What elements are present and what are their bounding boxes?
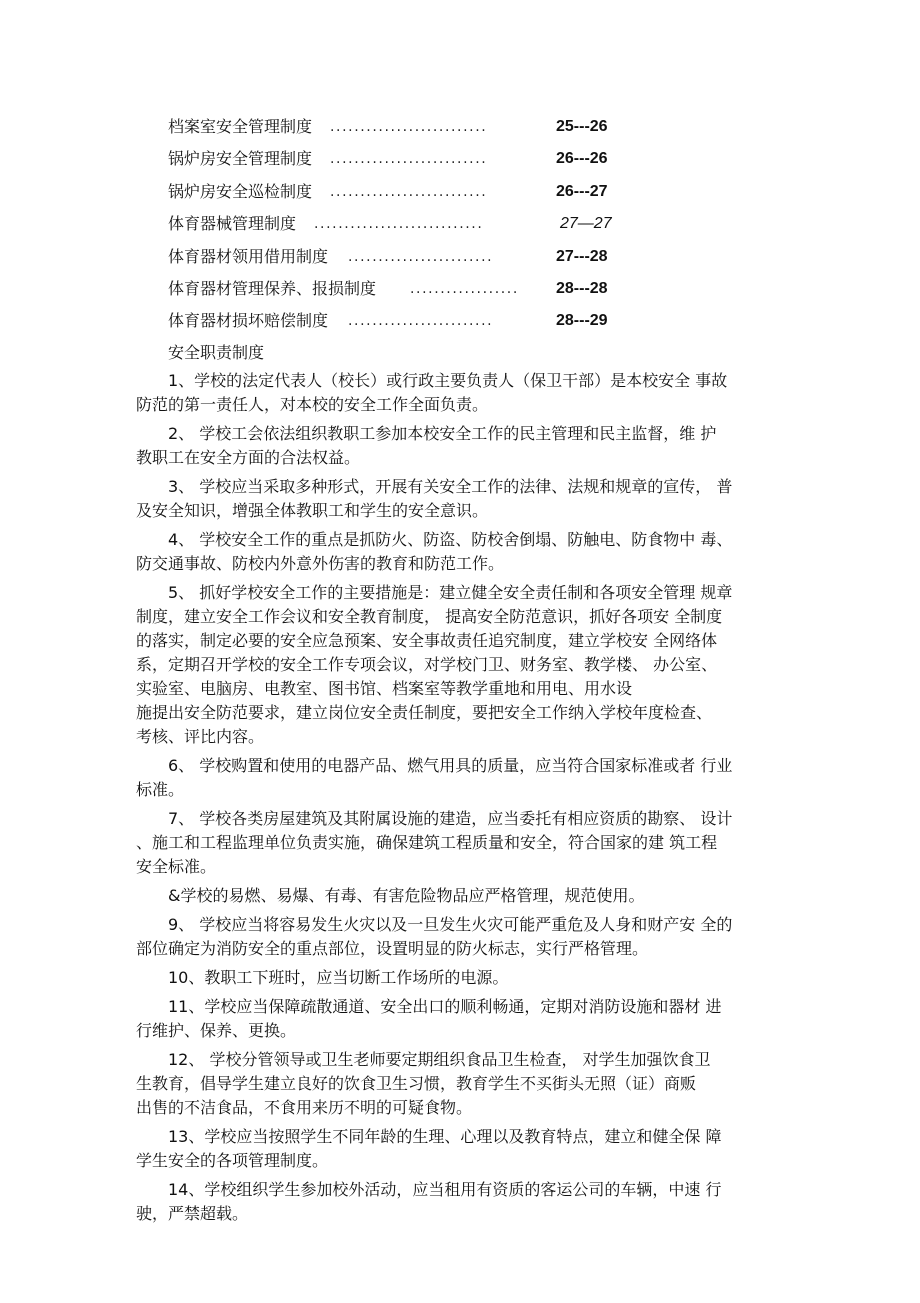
paragraph-line: 及安全知识，增强全体教职工和学生的安全意识。 [136, 501, 489, 520]
paragraph [136, 475, 786, 523]
toc-row [168, 308, 628, 340]
paragraph-line: 实验室、电脑房、电教室、图书馆、档案室等教学重地和用电、用水设 [136, 679, 633, 698]
paragraph-line: 4、 学校安全工作的重点是抓防火、防盗、防校舍倒塌、防触电、防食物中 毒、 [168, 530, 733, 549]
paragraph-line: 7、 学校各类房屋建筑及其附属设施的建造，应当委托有相应资质的勘察、 设计 [168, 809, 733, 828]
toc-page-range: 26---27 [556, 182, 608, 200]
toc-entry-title: 锅炉房安全管理制度 [168, 149, 313, 169]
paragraph-line: 部位确定为消防安全的重点部位，设置明显的防火标志，实行严格管理。 [136, 939, 649, 958]
toc-page-range: 25---26 [556, 118, 608, 135]
paragraph [136, 1178, 786, 1226]
paragraph [136, 884, 786, 908]
toc-leader-dots: ........................ [348, 248, 494, 265]
toc-page-range: 27—27 [560, 215, 612, 233]
paragraph [136, 1125, 786, 1173]
paragraph-line: 教职工在安全方面的合法权益。 [136, 448, 361, 467]
paragraph-line: 1、学校的法定代表人（校长）或行政主要负责人（保卫干部）是本校安全 事故 [168, 371, 728, 390]
paragraph-line: 9、 学校应当将容易发生火灾以及一旦发生火灾可能严重危及人身和财产安 全的 [168, 915, 733, 934]
document-body [136, 339, 786, 1231]
paragraph [136, 966, 786, 990]
toc-page-range: 26---26 [556, 150, 608, 168]
toc-row [168, 211, 628, 243]
paragraph-line: 安全标准。 [136, 857, 217, 876]
paragraph-line: 3、 学校应当采取多种形式，开展有关安全工作的法律、法规和规章的宣传， 普 [168, 477, 733, 496]
paragraph-line: 学生安全的各项管理制度。 [136, 1151, 329, 1170]
paragraph-line: 14、学校组织学生参加校外活动，应当租用有资质的客运公司的车辆，中速 行 [168, 1180, 722, 1199]
paragraph-line: 6、 学校购置和使用的电器产品、燃气用具的质量，应当符合国家标准或者 行业 [168, 756, 733, 775]
toc-entry-title: 档案室安全管理制度 [168, 117, 313, 136]
paragraph [136, 995, 786, 1043]
paragraph-line: 施提出安全防范要求，建立岗位安全责任制度，要把安全工作纳入学校年度检查、 [136, 703, 713, 722]
paragraph-line: 考核、评比内容。 [136, 727, 265, 746]
toc-row [168, 179, 628, 211]
paragraph-line: 出售的不洁食品，不食用来历不明的可疑食物。 [136, 1098, 473, 1117]
paragraph-line: 防交通事故、防校内外意外伤害的教育和防范工作。 [136, 554, 505, 573]
paragraph [136, 754, 786, 802]
toc-entry-title: 体育器械管理制度 [168, 214, 297, 234]
paragraph [136, 1048, 786, 1120]
toc-page-range: 28---29 [556, 312, 608, 330]
toc-entry-title: 体育器材管理保养、报损制度 [168, 278, 377, 298]
paragraph [136, 913, 786, 961]
toc-entry-title: 锅炉房安全巡检制度 [168, 181, 313, 201]
paragraph-line: 制度，建立安全工作会议和安全教育制度， 提高安全防范意识，抓好各项安 全制度 [136, 607, 723, 626]
paragraph-line: 11、学校应当保障疏散通道、安全出口的顺利畅通，定期对消防设施和器材 进 [168, 997, 722, 1016]
paragraph [136, 422, 786, 470]
paragraph [136, 528, 786, 576]
paragraph-line: 、施工和工程监理单位负责实施，确保建筑工程质量和安全，符合国家的建 筑工程 [136, 833, 718, 852]
paragraph-line: 5、 抓好学校安全工作的主要措施是：建立健全安全责任制和各项安全管理 规章 [168, 583, 733, 602]
toc-row [168, 146, 628, 178]
toc-row [168, 114, 628, 146]
toc-leader-dots: ........................ [348, 313, 494, 330]
paragraph [136, 807, 786, 879]
paragraph-line: 系，定期召开学校的安全工作专项会议，对学校门卫、财务室、教学楼、 办公室、 [136, 655, 718, 674]
toc-row [168, 244, 628, 276]
paragraph [136, 581, 786, 749]
paragraph-line: 防范的第一责任人，对本校的安全工作全面负责。 [136, 395, 489, 414]
section-heading: 安全职责制度 [168, 343, 265, 362]
paragraph-list [136, 369, 786, 1226]
paragraph-line: 标准。 [136, 780, 185, 799]
toc-leader-dots: .......................... [330, 183, 488, 200]
toc-row [168, 276, 628, 308]
paragraph-line: 生教育，倡导学生建立良好的饮食卫生习惯，教育学生不买街头无照（证）商贩 [136, 1074, 697, 1093]
paragraph-line: 的落实，制定必要的安全应急预案、安全事故责任追究制度，建立学校安 全网络体 [136, 631, 718, 650]
toc-leader-dots: .......................... [330, 119, 488, 135]
toc-entry-title: 体育器材领用借用制度 [168, 246, 329, 266]
paragraph-line: 10、教职工下班时，应当切断工作场所的电源。 [168, 968, 509, 987]
toc-leader-dots: .......................... [330, 151, 488, 168]
toc-leader-dots: .................. [410, 280, 519, 297]
toc-page-range: 28---28 [556, 279, 608, 297]
paragraph-line: &学校的易燃、易爆、有毒、有害危险物品应严格管理，规范使用。 [168, 886, 645, 905]
paragraph-line: 驶，严禁超载。 [136, 1204, 249, 1223]
paragraph-line: 13、学校应当按照学生不同年龄的生理、心理以及教育特点，建立和健全保 障 [168, 1127, 722, 1146]
paragraph-line: 2、 学校工会依法组织教职工参加本校安全工作的民主管理和民主监督，维 护 [168, 424, 717, 443]
table-of-contents [168, 114, 628, 341]
paragraph-line: 行维护、保养、更换。 [136, 1021, 297, 1040]
paragraph-line: 12、 学校分管领导或卫生老师要定期组织食品卫生检查， 对学生加强饮食卫 [168, 1050, 711, 1069]
paragraph [136, 369, 786, 417]
toc-leader-dots: ............................ [314, 216, 484, 233]
toc-page-range: 27---28 [556, 247, 608, 265]
toc-entry-title: 体育器材损坏赔偿制度 [168, 311, 329, 331]
